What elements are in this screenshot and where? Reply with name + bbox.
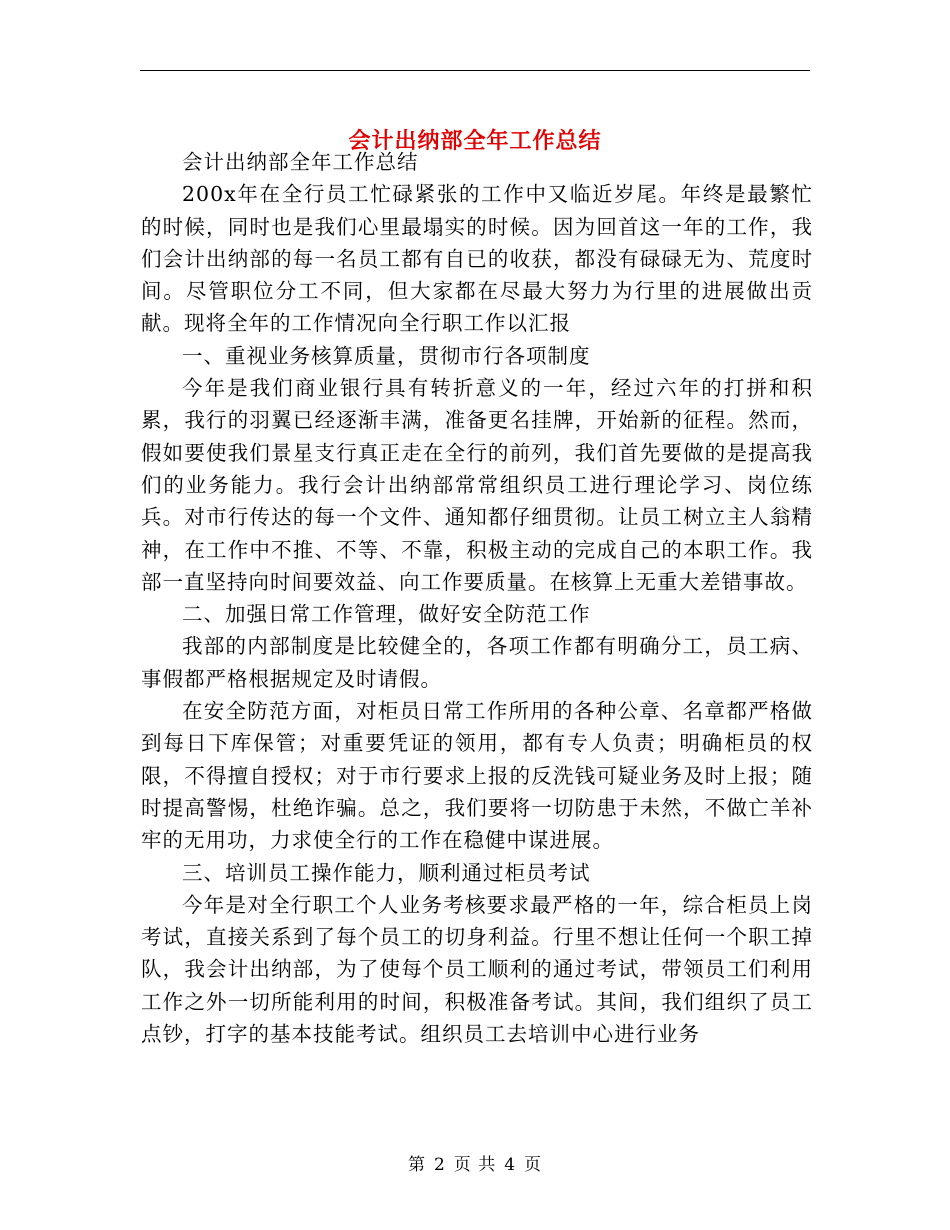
footer-suffix: 页 [524,1155,543,1175]
current-page-number: 2 [433,1155,446,1175]
section-heading: 三、培训员工操作能力，顺利通过柜员考试 [182,860,591,885]
body-paragraph: 今年是我们商业银行具有转折意义的一年，经过六年的打拼和积累，我行的羽翼已经逐渐丰满，准备更名挂牌，开始新的征程。然而，假如要使我们景星支行真正走在全行的前列，我们首先要做的是提高我们的业务能力。我行会计出纳部常常组织员工进行理论学习、岗位练兵。对市行传达的每一个文件、通知都仔细贯彻。让员工树立主人翁精神，在工作中不推、不等、不靠，积极主动的完成自己的本职工作。我部一直坚持向时间要效益、向工作要质量。在核算上无重大差错事故。 [141,376,813,594]
body-paragraph: 在安全防范方面，对柜员日常工作所用的各种公章、名章都严格做到每日下库保管；对重要凭证的领用，都有专人负责；明确柜员的权限，不得擅自授权；对于市行要求上报的反洗钱可疑业务及时上报；随时提高警惕，杜绝诈骗。总之，我们要将一切防患于未然，不做亡羊补牢的无用功，力求使全行的工作在稳健中谋进展。 [141,699,813,853]
document-body [141,146,813,1050]
section-heading: 一、重视业务核算质量，贯彻市行各项制度 [182,343,591,368]
total-page-count: 4 [504,1155,517,1175]
body-paragraph: 我部的内部制度是比较健全的，各项工作都有明确分工，员工病、事假都严格根据规定及时请假。 [141,634,813,691]
body-paragraph: 会计出纳部全年工作总结 [182,150,419,174]
page-footer [0,1152,950,1178]
footer-prefix: 第 [407,1155,426,1175]
document-title: 会计出纳部全年工作总结 [348,127,602,154]
body-paragraph: 今年是对全行职工个人业务考核要求最严格的一年，综合柜员上岗考试，直接关系到了每个员工的切身利益。行里不想让任何一个职工掉队，我会计出纳部，为了使每个员工顺利的通过考试，带领员工们利用工作之外一切所能利用的时间，积极准备考试。其间，我们组织了员工点钞，打字的基本技能考试。组织员工去培训中心进行业务 [141,892,813,1047]
section-heading: 二、加强日常工作管理，做好安全防范工作 [182,602,591,627]
header-rule [140,70,810,71]
body-paragraph: 200x年在全行员工忙碌紧张的工作中又临近岁尾。年终是最繁忙的时候，同时也是我们心里最塌实的时候。因为回首这一年的工作，我们会计出纳部的每一名员工都有自已的收获，都没有碌碌无为、荒度时间。尽管职位分工不同，但大家都在尽最大努力为行里的进展做出贡献。现将全年的工作情况向全行职工作以汇报 [141,182,813,336]
footer-middle: 页 共 [453,1155,497,1175]
